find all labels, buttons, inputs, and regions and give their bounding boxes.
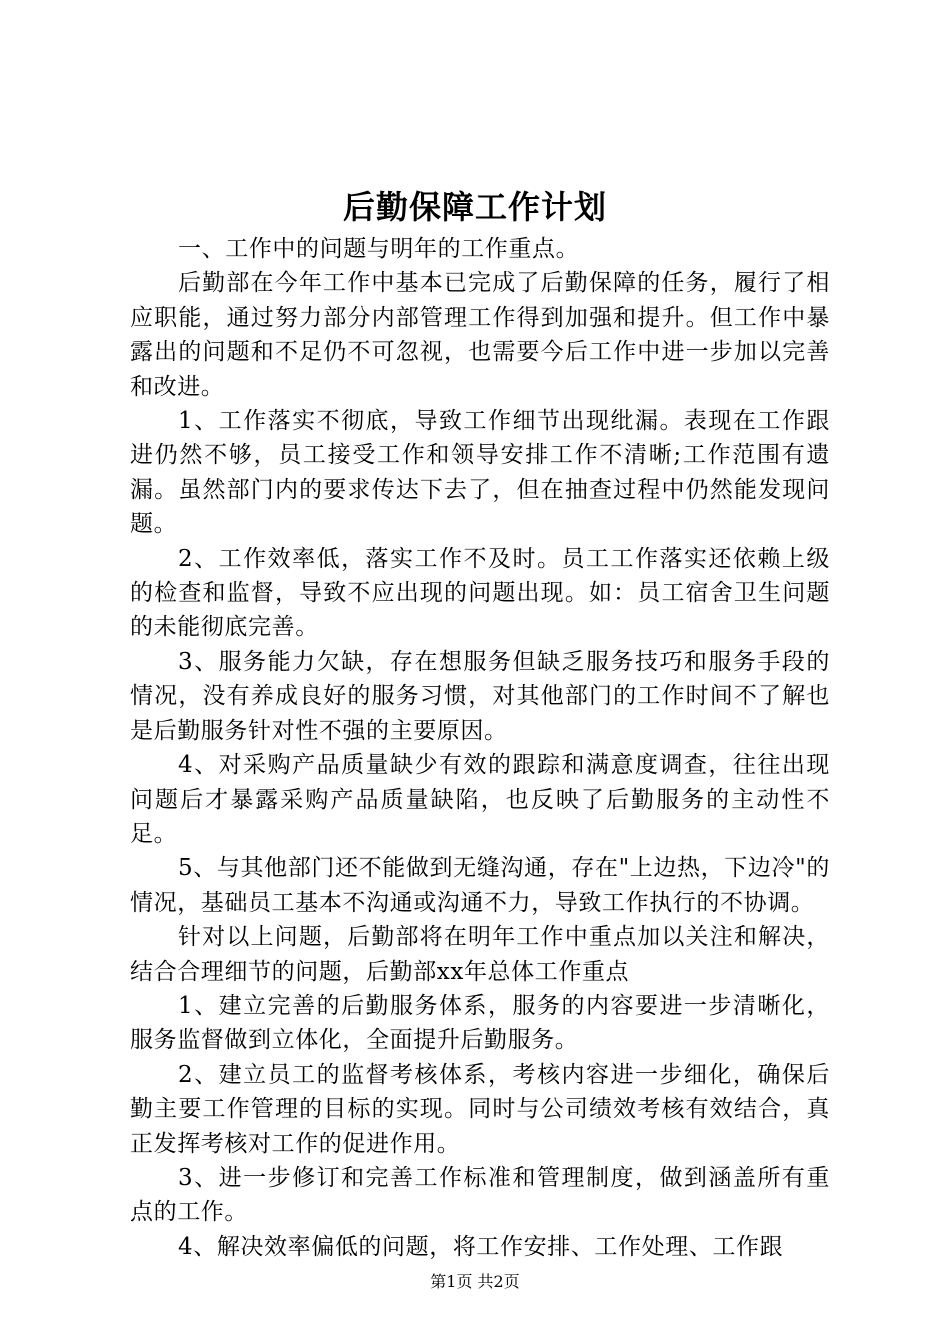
page-number: 第1页 共2页 — [430, 1272, 520, 1291]
document-title: 后勤保障工作计划 — [342, 188, 607, 226]
section-heading: 一、工作中的问题与明年的工作重点。 — [178, 236, 580, 262]
paragraph: 后勤部在今年工作中基本已完成了后勤保障的任务，履行了相应职能，通过努力部分内部管理工作得到加强和提升。但工作中暴露出的问题和不足仍不可忽视，也需要今后工作中进一步加以完善和改进。 — [130, 270, 830, 400]
list-item: 3、服务能力欠缺，存在想服务但缺乏服务技巧和服务手段的情况，没有养成良好的服务习惯，对其他部门的工作时间不了解也是后勤服务针对性不强的主要原因。 — [130, 648, 830, 744]
list-item: 3、进一步修订和完善工作标准和管理制度，做到涵盖所有重点的工作。 — [130, 1164, 830, 1226]
list-item: 2、工作效率低，落实工作不及时。员工工作落实还依赖上级的检查和监督，导致不应出现的问题出现。如：员工宿舍卫生问题的未能彻底完善。 — [130, 545, 830, 641]
document-body — [130, 232, 830, 1264]
list-item: 5、与其他部门还不能做到无缝沟通，存在"上边热，下边冷"的情况，基础员工基本不沟通或沟通不力，导致工作执行的不协调。 — [130, 855, 830, 916]
list-item: 4、对采购产品质量缺少有效的跟踪和满意度调查，往往出现问题后才暴露采购产品质量缺陷，也反映了后勤服务的主动性不足。 — [130, 752, 830, 847]
list-item: 4、解决效率偏低的问题，将工作安排、工作处理、工作跟 — [178, 1233, 784, 1260]
list-item: 2、建立员工的监督考核体系，考核内容进一步细化，确保后勤主要工作管理的目标的实现。同时与公司绩效考核有效结合，真正发挥考核对工作的促进作用。 — [130, 1061, 830, 1157]
list-item: 1、工作落实不彻底，导致工作细节出现纰漏。表现在工作跟进仍然不够，员工接受工作和领导安排工作不清晰;工作范围有遗漏。虽然部门内的要求传达下去了，但在抽查过程中仍然能发现问题。 — [130, 408, 830, 538]
list-item: 1、建立完善的后勤服务体系，服务的内容要进一步清晰化，服务监督做到立体化，全面提升后勤服务。 — [130, 992, 830, 1054]
page-footer — [0, 1270, 950, 1294]
paragraph: 针对以上问题，后勤部将在明年工作中重点加以关注和解决，结合合理细节的问题，后勤部xx年总体工作重点 — [130, 924, 830, 985]
